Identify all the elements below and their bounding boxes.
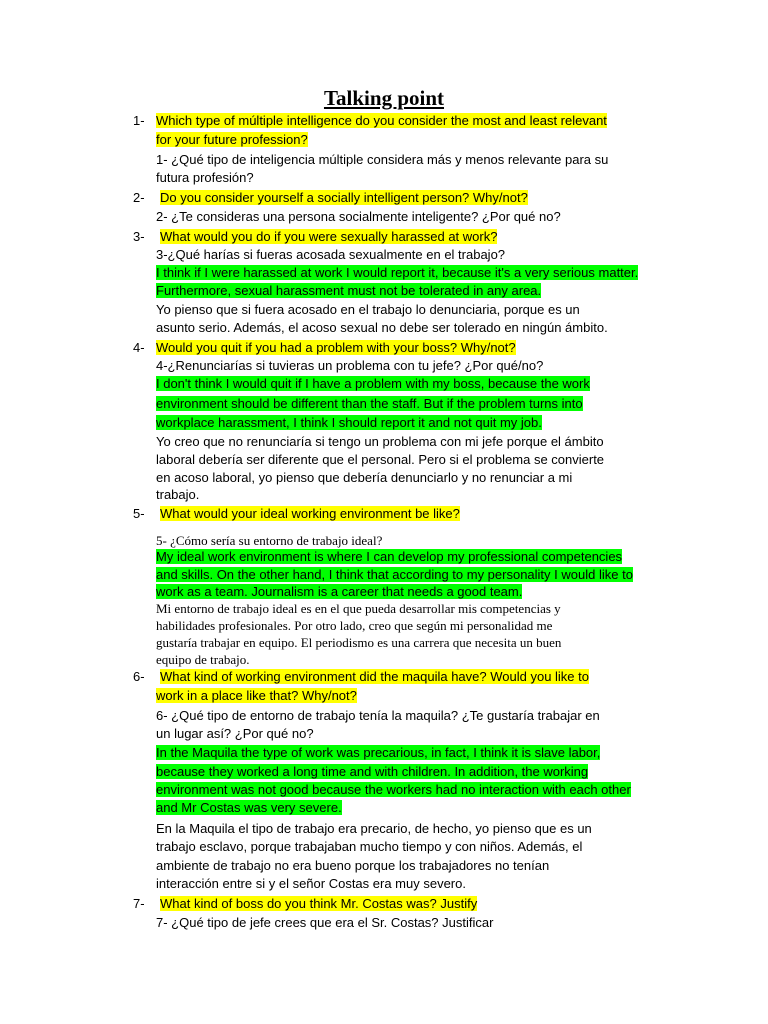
item-1-number: 1- <box>133 113 145 128</box>
item-5-answer-es-line-2: habilidades profesionales. Por otro lado, creo que según mi personalidad me <box>156 618 553 633</box>
item-1-question-es-line-2: futura profesión? <box>156 170 254 185</box>
item-4-answer-es-line-4: trabajo. <box>156 487 200 502</box>
item-3-question-en: What would you do if you were sexually harassed at work? <box>160 229 498 244</box>
item-4-question-en: Would you quit if you had a problem with your boss? Why/not? <box>156 340 516 355</box>
item-2-number: 2- <box>133 190 145 205</box>
item-5-question-es: 5- ¿Cómo sería su entorno de trabajo ideal? <box>156 533 383 548</box>
item-5-answer-en-line-2: and skills. On the other hand, I think that according to my personality I would like to <box>156 567 633 582</box>
item-6-answer-es-line-3: ambiente de trabajo no era bueno porque los trabajadores no tenían <box>156 858 550 873</box>
item-6-answer-es-line-4: interacción entre si y el señor Costas era muy severo. <box>156 876 466 891</box>
item-6-question-en-line-2: work in a place like that? Why/not? <box>156 688 357 703</box>
item-3-number: 3- <box>133 229 145 244</box>
item-1-question-en-line-1: Which type of múltiple intelligence do you consider the most and least relevant <box>156 113 607 128</box>
item-2-question-es: 2- ¿Te consideras una persona socialmente inteligente? ¿Por qué no? <box>156 209 561 224</box>
item-3-answer-es-line-1: Yo pienso que si fuera acosado en el trabajo lo denunciaria, porque es un <box>156 302 580 317</box>
item-6-answer-en-line-2: because they worked a long time and with children. In addition, the working <box>156 764 589 779</box>
item-4-answer-es-line-2: laboral debería ser diferente que el personal. Pero si el problema se convierte <box>156 452 605 467</box>
item-6-answer-en-line-1: In the Maquila the type of work was precarious, in fact, I think it is slave labor, <box>156 745 601 760</box>
item-3-answer-es-line-2: asunto serio. Además, el acoso sexual no debe ser tolerado en ningún ámbito. <box>156 320 608 335</box>
item-4-answer-en-line-1: I don't think I would quit if I have a problem with my boss, because the work <box>156 376 590 391</box>
item-6-question-es-line-2: un lugar así? ¿Por qué no? <box>156 726 314 741</box>
item-5-number: 5- <box>133 506 145 521</box>
item-2-question-en: Do you consider yourself a socially intelligent person? Why/not? <box>160 190 528 205</box>
item-1-question-en-line-2: for your future profession? <box>156 132 308 147</box>
page-title: Talking point <box>323 86 445 110</box>
item-4-answer-en-line-2: environment should be different than the staff. But if the problem turns into <box>156 396 583 411</box>
item-5-answer-es-line-3: gustaría trabajar en equipo. El periodismo es una carrera que necesita un buen <box>156 635 562 650</box>
item-7-question-es: 7- ¿Qué tipo de jefe crees que era el Sr. Costas? Justificar <box>156 915 494 930</box>
item-5-answer-en-line-1: My ideal work environment is where I can develop my professional competencies <box>156 549 623 564</box>
item-4-number: 4- <box>133 340 145 355</box>
item-5-answer-en-line-3: work as a team. Journalism is a career that needs a good team. <box>156 584 523 599</box>
item-5-answer-es-line-4: equipo de trabajo. <box>156 652 250 667</box>
item-6-answer-en-line-3: environment was not good because the workers had no interaction with each other <box>156 782 631 797</box>
item-7-number: 7- <box>133 896 145 911</box>
item-4-answer-en-line-3: workplace harassment, I think I should report it and not quit my job. <box>156 415 542 430</box>
item-7-question-en: What kind of boss do you think Mr. Costas was? Justify <box>160 896 478 911</box>
item-5-answer-es-line-1: Mi entorno de trabajo ideal es en el que pueda desarrollar mis competencias y <box>156 601 561 616</box>
item-1-question-es-line-1: 1- ¿Qué tipo de inteligencia múltiple considera más y menos relevante para su <box>156 152 609 167</box>
item-3-question-es: 3-¿Qué harías si fueras acosada sexualmente en el trabajo? <box>156 247 506 262</box>
item-4-answer-es-line-3: en acoso laboral, yo pienso que debería denunciarlo y no renunciar a mi <box>156 470 573 485</box>
item-6-answer-en-line-4: and Mr Costas was very severe. <box>156 800 342 815</box>
item-4-question-es: 4-¿Renunciarías si tuvieras un problema con tu jefe? ¿Por qué/no? <box>156 358 544 373</box>
item-6-question-es-line-1: 6- ¿Qué tipo de entorno de trabajo tenía la maquila? ¿Te gustaría trabajar en <box>156 708 600 723</box>
item-4-answer-es-line-1: Yo creo que no renunciaría si tengo un problema con mi jefe porque el ámbito <box>156 434 604 449</box>
item-6-answer-es-line-1: En la Maquila el tipo de trabajo era precario, de hecho, yo pienso que es un <box>156 821 592 836</box>
item-6-answer-es-line-2: trabajo esclavo, porque trabajaban mucho tiempo y con niños. Además, el <box>156 839 583 854</box>
item-3-answer-en-line-2: Furthermore, sexual harassment must not be tolerated in any area. <box>156 283 542 298</box>
item-3-answer-en-line-1: I think if I were harassed at work I would report it, because it's a very serious matter. <box>156 265 639 280</box>
item-6-question-en-line-1: What kind of working environment did the maquila have? Would you like to <box>160 669 589 684</box>
item-6-number: 6- <box>133 669 145 684</box>
item-5-question-en: What would your ideal working environment be like? <box>160 506 460 521</box>
